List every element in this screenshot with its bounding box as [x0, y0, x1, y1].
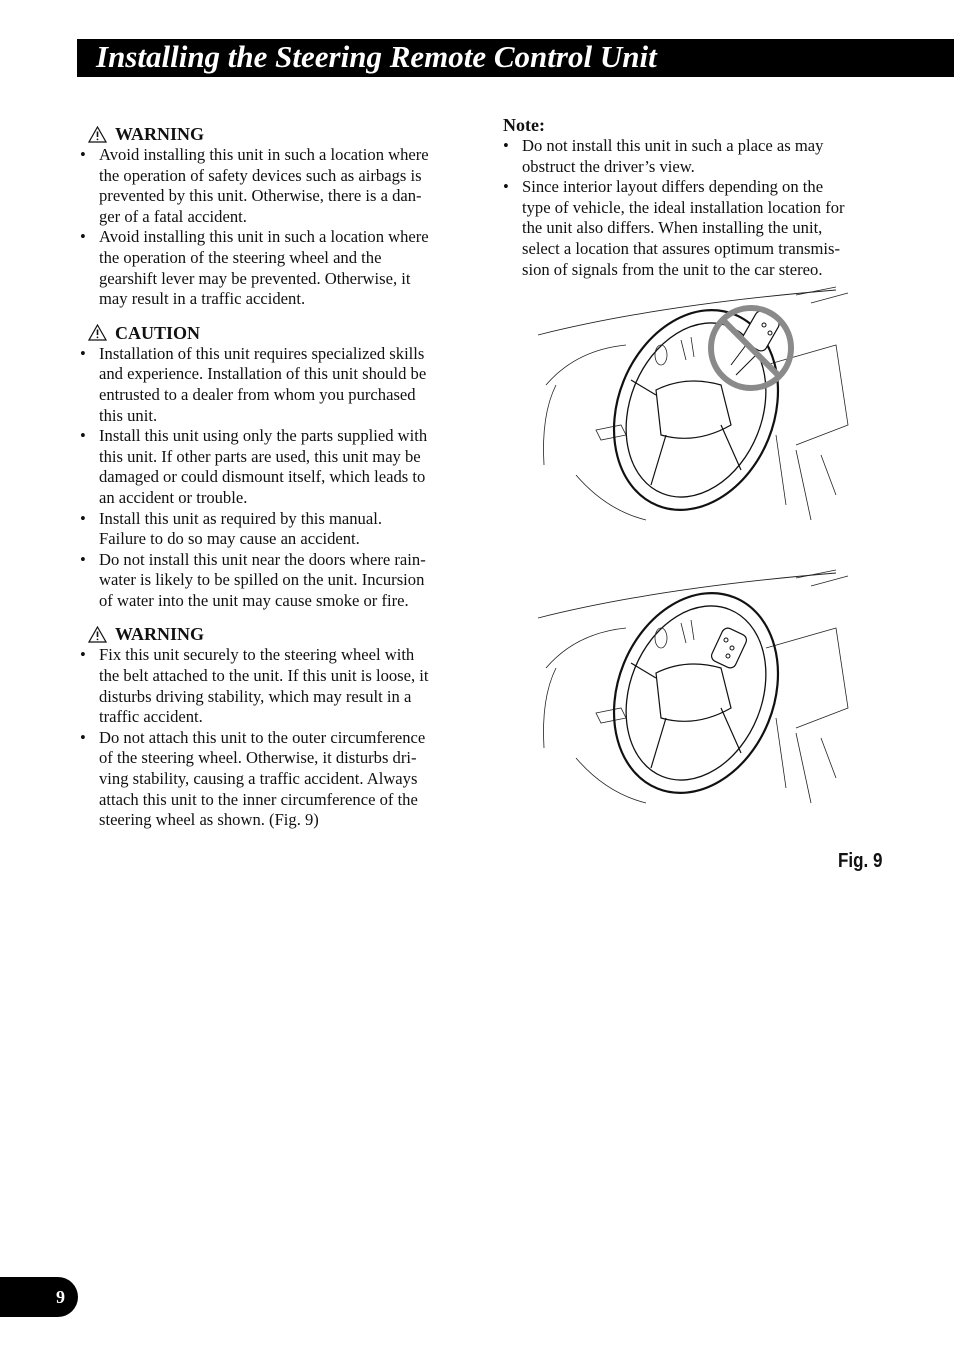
- list-item: [80, 426, 475, 508]
- remote-unit-outer: [731, 309, 781, 375]
- text-line: the unit also differs. When installing the unit,: [522, 218, 823, 238]
- text-line: Avoid installing this unit in such a location where: [99, 227, 429, 247]
- text-line: Do not install this unit in such a place as may: [522, 136, 824, 155]
- note-heading: Note:: [503, 115, 545, 135]
- text-line: ving stability, causing a traffic accident. Always: [99, 769, 418, 789]
- list-item: [503, 136, 893, 177]
- bullet-mark: •: [80, 145, 86, 164]
- text-line: type of vehicle, the ideal installation location for: [522, 197, 845, 217]
- list-item: [80, 509, 475, 550]
- text-line: entrusted to a dealer from whom you purchased: [99, 384, 416, 404]
- text-line: Since interior layout differs depending on the: [522, 177, 824, 197]
- list-item: [80, 344, 475, 426]
- bullet-mark: •: [80, 508, 86, 528]
- text-line: the operation of the steering wheel and the: [99, 247, 382, 267]
- section-heading: [88, 322, 475, 344]
- text-line: Installation of this unit requires specialized skills: [99, 343, 425, 363]
- text-line: sion of signals from the unit to the car stereo.: [522, 259, 823, 279]
- list-item: [80, 227, 475, 309]
- bullet-mark: •: [80, 227, 86, 247]
- section-heading: [88, 623, 475, 645]
- bullet-mark: •: [80, 549, 86, 569]
- text-line: an accident or trouble.: [99, 487, 248, 507]
- list-item: [80, 728, 475, 831]
- text-line: this unit.: [99, 405, 158, 425]
- list-item: [80, 645, 475, 727]
- text-line: the belt attached to the unit. If this unit is loose, it: [99, 666, 429, 686]
- warning-triangle-icon: [88, 626, 107, 643]
- text-line: traffic accident.: [99, 707, 203, 727]
- text-line: obstruct the driver’s view.: [522, 156, 695, 176]
- dashboard-outline: [538, 287, 848, 520]
- text-line: this unit. If other parts are used, this unit may be: [99, 446, 421, 466]
- warning-section: [80, 123, 475, 310]
- text-line: ger of a fatal accident.: [99, 206, 247, 226]
- right-column: [503, 114, 893, 280]
- steering-wheel-incorrect-mount-illustration: [536, 285, 854, 530]
- steering-wheel: [585, 568, 807, 813]
- remote-unit-inner: [710, 626, 749, 670]
- text-line: and experience. Installation of this unit should be: [99, 364, 427, 384]
- text-line: the operation of safety devices such as airbags is: [99, 165, 422, 185]
- warning-triangle-icon: [88, 324, 107, 341]
- text-line: of water into the unit may cause smoke or fire.: [99, 590, 409, 610]
- text-line: Fix this unit securely to the steering wheel with: [99, 645, 415, 665]
- bullet-mark: •: [80, 426, 86, 446]
- dashboard-outline: [538, 570, 848, 803]
- list-item: [503, 177, 893, 280]
- text-line: may result in a traffic accident.: [99, 289, 306, 309]
- bullet-list: [80, 344, 475, 612]
- text-line: Avoid installing this unit in such a location where: [99, 145, 429, 164]
- page-title: Installing the Steering Remote Control Unit: [96, 39, 657, 74]
- warning-triangle-icon: [88, 126, 107, 143]
- text-line: select a location that assures optimum transmis-: [522, 238, 840, 258]
- text-line: prevented by this unit. Otherwise, there is a dan-: [99, 186, 422, 206]
- bullet-mark: •: [80, 343, 86, 363]
- text-line: Install this unit using only the parts supplied with: [99, 426, 428, 446]
- bullet-list: [80, 145, 475, 310]
- figure-caption: Fig. 9: [838, 850, 883, 872]
- section-heading-text: WARNING: [115, 124, 205, 144]
- text-line: Do not attach this unit to the outer circumference: [99, 727, 426, 747]
- text-line: of the steering wheel. Otherwise, it disturbs dri-: [99, 748, 417, 768]
- text-line: Do not install this unit near the doors where rain-: [99, 549, 426, 569]
- page-number: 9: [56, 1287, 65, 1307]
- bullet-mark: •: [80, 645, 86, 665]
- text-line: disturbs driving stability, which may result in a: [99, 686, 412, 706]
- caution-section: [80, 322, 475, 612]
- list-item: [80, 145, 475, 227]
- text-line: damaged or could dismount itself, which leads to: [99, 467, 426, 487]
- text-line: steering wheel as shown. (Fig. 9): [99, 810, 319, 830]
- steering-wheel-correct-mount-illustration: [536, 568, 854, 813]
- text-line: Install this unit as required by this manual.: [99, 508, 382, 528]
- title-bar: [77, 39, 954, 77]
- warning-section: [80, 623, 475, 830]
- section-heading-text: CAUTION: [115, 322, 201, 343]
- left-column: [80, 123, 475, 843]
- bullet-mark: •: [503, 136, 509, 155]
- bullet-mark: •: [80, 727, 86, 747]
- text-line: gearshift lever may be prevented. Otherwise, it: [99, 268, 411, 288]
- text-line: water is likely to be spilled on the unit. Incursion: [99, 570, 425, 590]
- section-heading-text: WARNING: [115, 624, 205, 645]
- text-line: Failure to do so may cause an accident.: [99, 529, 360, 549]
- bullet-mark: •: [503, 177, 509, 197]
- note-list: [503, 136, 893, 280]
- bullet-list: [80, 645, 475, 830]
- text-line: attach this unit to the inner circumference of the: [99, 789, 418, 809]
- section-heading: [88, 123, 475, 145]
- list-item: [80, 550, 475, 612]
- prohibited-icon: [711, 308, 791, 388]
- page-number-tab: [0, 1277, 78, 1317]
